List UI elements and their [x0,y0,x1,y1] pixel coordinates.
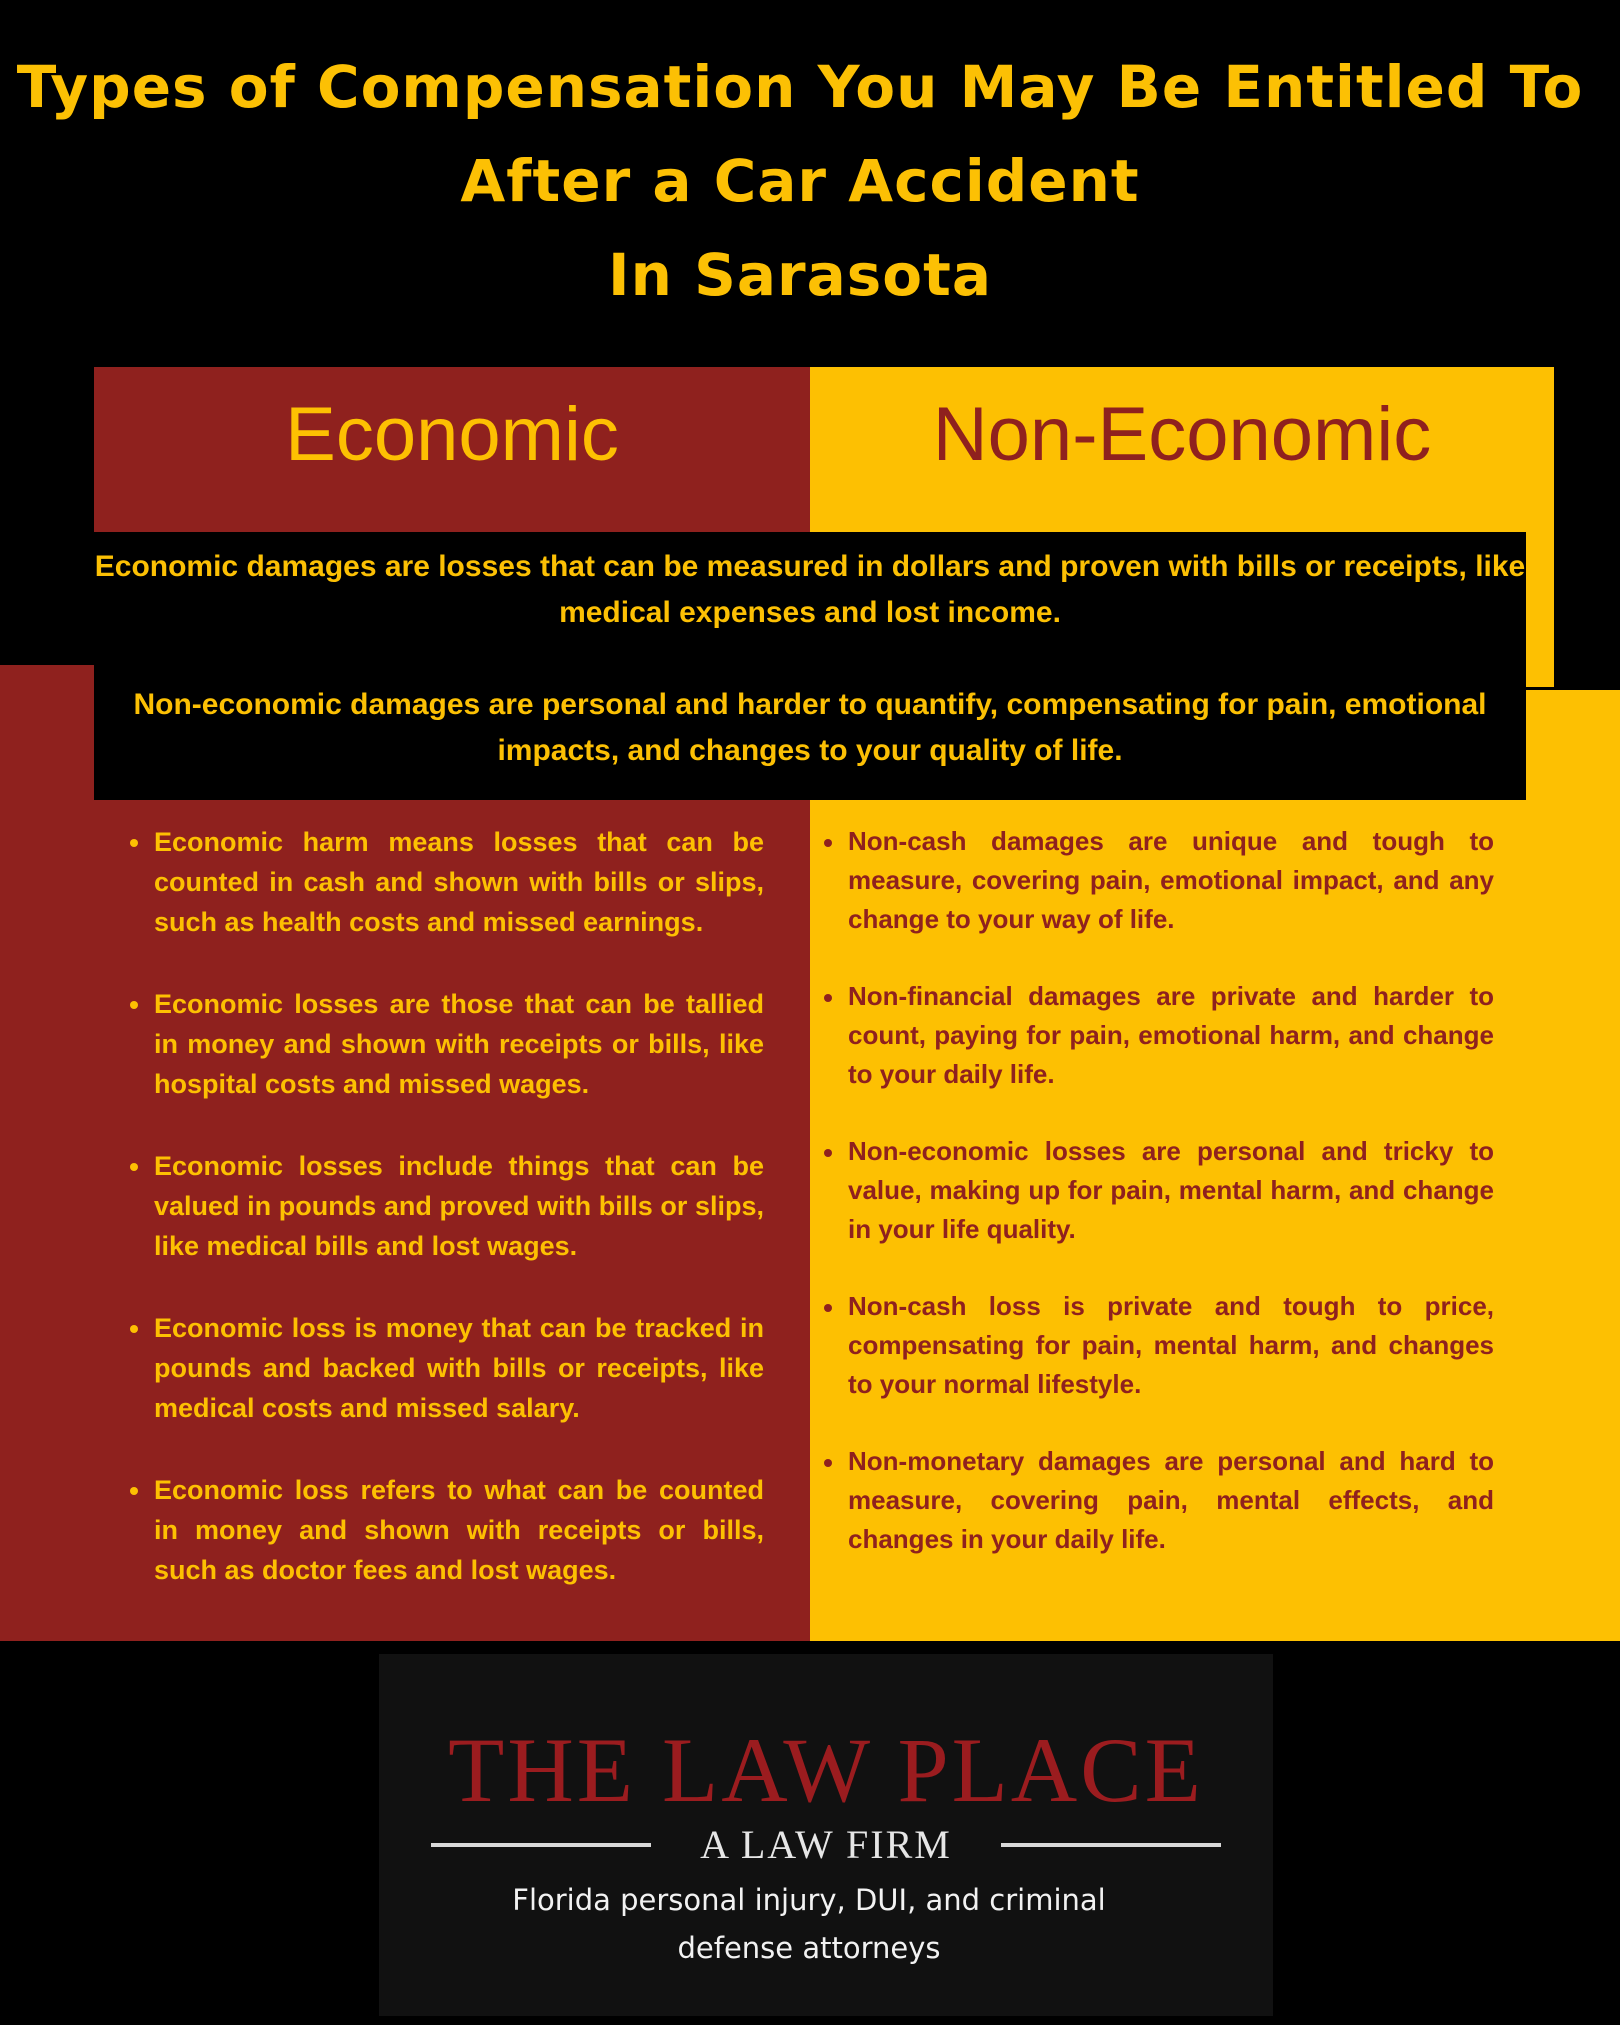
list-item: Economic losses are those that can be tallied in money and shown with receipts or bills, like hospital costs and missed wages. [128,984,764,1104]
economic-list [128,822,764,1632]
economic-heading: Economic [285,392,619,477]
list-item: Economic loss refers to what can be counted in money and shown with receipts or bills, such as doctor fees and lost wages. [128,1470,764,1590]
list-item: Non-cash loss is private and tough to price, compensating for pain, mental harm, and changes to your normal lifestyle. [822,1287,1494,1404]
non-economic-definition: Non-economic damages are personal and harder to quantify, compensating for pain, emotional impacts, and changes to your quality of life. [133,688,1487,767]
page-title [0,40,1600,322]
logo-subtitle: A LAW FIRM [700,1822,952,1867]
logo-divider-left [431,1843,651,1847]
list-item: Non-monetary damages are personal and hard to measure, covering pain, mental effects, and changes in your daily life. [822,1442,1494,1559]
title-line-2: After a Car Accident [460,147,1140,215]
definitions-box [94,532,1526,800]
list-item: Non-cash damages are unique and tough to measure, covering pain, emotional impact, and any change to your way of life. [822,822,1494,939]
tagline-line-1: Florida personal injury, DUI, and criminal [512,1883,1106,1917]
title-line-1: Types of Compensation You May Be Entitled To [16,53,1584,121]
list-item: Economic losses include things that can be valued in pounds and proved with bills or slips, like medical bills and lost wages. [128,1146,764,1266]
logo-divider-right [1001,1843,1221,1847]
law-firm-logo [379,1654,1273,2016]
non-economic-list [822,822,1494,1597]
list-item: Non-economic losses are personal and tricky to value, making up for pain, mental harm, and change in your life quality. [822,1132,1494,1249]
list-item: Economic harm means losses that can be counted in cash and shown with bills or slips, such as health costs and missed earnings. [128,822,764,942]
logo-subtitle-row [431,1820,1221,1870]
list-item: Economic loss is money that can be tracked in pounds and backed with bills or receipts, like medical costs and missed salary. [128,1308,764,1428]
title-line-3: In Sarasota [608,241,992,309]
economic-definition: Economic damages are losses that can be measured in dollars and proven with bills or receipts, like medical expenses and lost income. [94,550,1526,629]
non-economic-heading: Non-Economic [932,392,1432,477]
logo-tagline [379,1876,1239,1972]
tagline-line-2: defense attorneys [677,1931,941,1965]
logo-name: THE LAW PLACE [448,1719,1204,1821]
list-item: Non-financial damages are private and harder to count, paying for pain, emotional harm, and change to your daily life. [822,977,1494,1094]
